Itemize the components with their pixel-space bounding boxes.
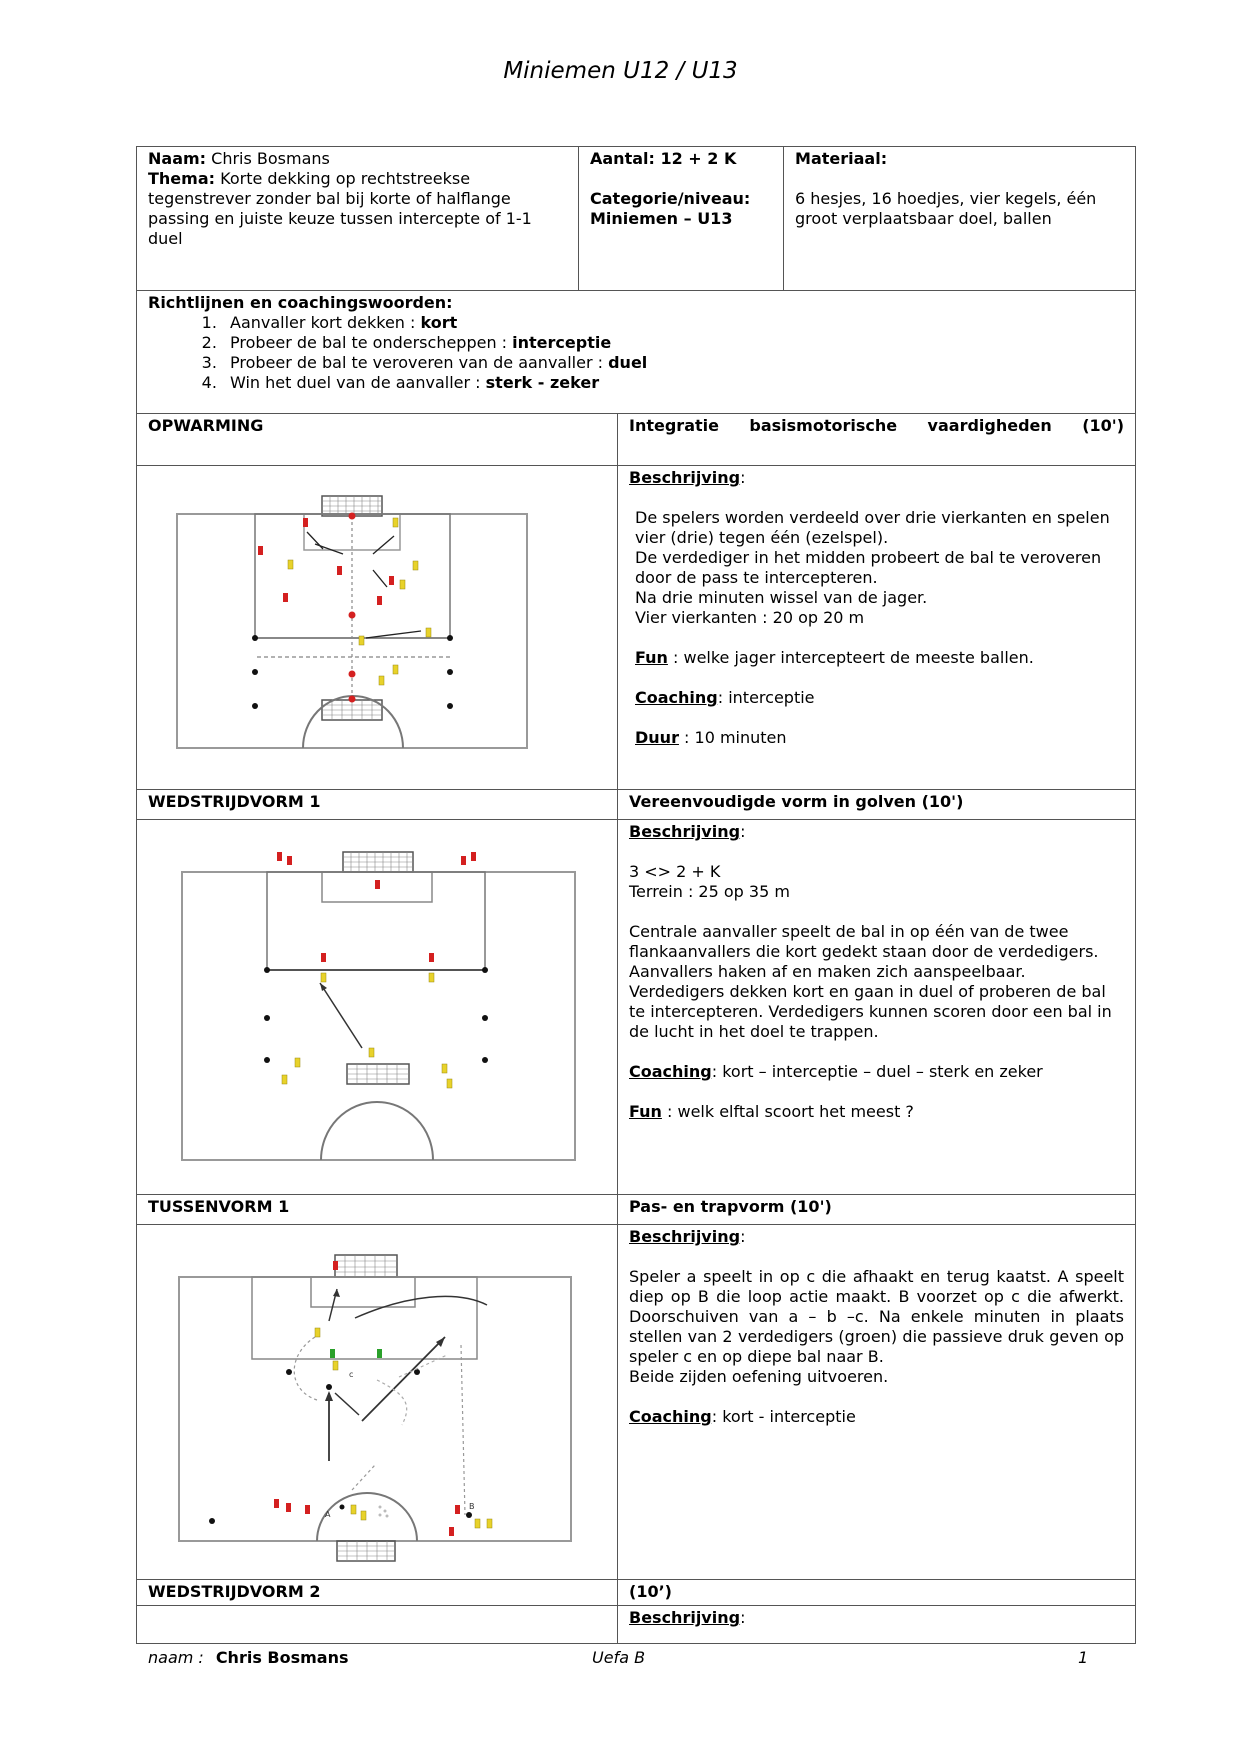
aantal-categorie-cell bbox=[579, 147, 784, 291]
aantal-text: Aantal: 12 + 2 K bbox=[590, 149, 737, 168]
tussenvorm1-description: Beschrijving: Speler a speelt in op c die afhaakt en terug kaatst. A speelt diep op B die loop actie maakt. B voorzet op c die afwerkt. Doorschuiven van a – b –c. Na enkele minuten in plaats stellen van 2 verdedigers (groen) die passieve druk geven op speler c en op diepe bal naar B. Beide zijden oefening uitvoeren. Coaching: kort - interceptie bbox=[618, 1225, 1136, 1580]
tussenvorm1-subheading: Pas- en trapvorm (10') bbox=[618, 1195, 1136, 1225]
format-line: 3 <> 2 + K bbox=[629, 862, 721, 881]
page-number: 1 bbox=[1078, 1648, 1089, 1667]
guideline-item: 2. Probeer de bal te onderscheppen : interceptie bbox=[222, 333, 1124, 353]
coaching-line: Coaching: kort - interceptie bbox=[629, 1407, 856, 1426]
materiaal-value: 6 hesjes, 16 hoedjes, vier kegels, één groot verplaatsbaar doel, ballen bbox=[795, 189, 1097, 228]
wedstrijdvorm2-diagram-cell bbox=[137, 1606, 618, 1644]
naam-value: Chris Bosmans bbox=[211, 149, 330, 168]
wedstrijdvorm2-heading: WEDSTRIJDVORM 2 bbox=[137, 1580, 618, 1606]
categorie-value: Miniemen – U13 bbox=[590, 209, 733, 228]
wedstrijdvorm2-subheading: (10’) bbox=[618, 1580, 1136, 1606]
thema-label: Thema: bbox=[148, 169, 216, 188]
wedstrijdvorm1-heading: WEDSTRIJDVORM 1 bbox=[137, 790, 618, 820]
terrein-line: Terrein : 25 op 35 m bbox=[629, 882, 790, 901]
opwarming-description: Beschrijving : De spelers worden verdeeld over drie vierkanten en spelen vier (drie) tegen één (ezelspel). De verdediger in het midden probeert de bal te veroveren door de pass te intercepteren. Na drie minuten wissel van de jager. Vier vierkanten : 20 op 20 m Fun : welke jager intercepteert de meeste ballen. Coaching: interceptie Duur : 10 minuten bbox=[618, 466, 1136, 790]
opwarming-field-diagram bbox=[137, 466, 617, 788]
guideline-item: 4. Win het duel van de aanvaller : sterk - zeker bbox=[222, 373, 1124, 393]
fun-line: Fun : welk elftal scoort het meest ? bbox=[629, 1102, 914, 1121]
player-c-label: c bbox=[349, 1370, 354, 1379]
fun-line: Fun : welke jager intercepteert de meeste ballen. bbox=[635, 648, 1034, 667]
trainer-theme-cell bbox=[137, 147, 579, 291]
description-line: Beide zijden oefening uitvoeren. bbox=[629, 1367, 889, 1386]
guidelines-title: Richtlijnen en coachingswoorden: bbox=[148, 293, 453, 312]
tussenvorm1-diagram-cell bbox=[137, 1225, 618, 1580]
duur-line: Duur : 10 minuten bbox=[635, 728, 787, 747]
description-line: De spelers worden verdeeld over drie vierkanten en spelen vier (drie) tegen één (ezelspel). bbox=[635, 508, 1110, 547]
naam-label: Naam: bbox=[148, 149, 207, 168]
guidelines-cell bbox=[137, 291, 1136, 414]
training-sheet-table bbox=[136, 146, 1136, 1644]
description-line: Vier vierkanten : 20 op 20 m bbox=[635, 608, 865, 627]
wedstrijdvorm1-subheading: Vereenvoudigde vorm in golven (10') bbox=[618, 790, 1136, 820]
wedstrijdvorm2-description: Beschrijving: bbox=[618, 1606, 1136, 1644]
tussenvorm1-heading: TUSSENVORM 1 bbox=[137, 1195, 618, 1225]
description-paragraph: Centrale aanvaller speelt de bal in op één van de twee flankaanvallers die kort gedekt staan door de verdedigers. Aanvallers haken af en maken zich aanspeelbaar. Verdedigers dekken kort en gaan in duel of proberen de bal te intercepteren. Verdedigers kunnen scoren door een bal in de lucht in het doel te trappen. bbox=[629, 922, 1112, 1041]
guideline-item: 1. Aanvaller kort dekken : kort bbox=[222, 313, 1124, 333]
tussenvorm1-field-diagram bbox=[137, 1225, 617, 1578]
wedstrijdvorm1-diagram-cell bbox=[137, 820, 618, 1195]
beschrijving-label: Beschrijving bbox=[629, 822, 741, 841]
page-footer bbox=[136, 1648, 1135, 1672]
description-paragraph: Speler a speelt in op c die afhaakt en terug kaatst. A speelt diep op B die loop actie maakt. B voorzet op c die afwerkt. Doorschuiven van a – b –c. Na enkele minuten in plaats stellen van 2 verdedigers (groen) die passieve druk geven op speler c en op diepe bal naar B. bbox=[629, 1267, 1125, 1366]
opwarming-diagram-cell bbox=[137, 466, 618, 790]
materiaal-cell bbox=[784, 147, 1136, 291]
coaching-line: Coaching: interceptie bbox=[635, 688, 815, 707]
guidelines-list bbox=[148, 313, 1124, 393]
thema-value: Korte dekking op rechtstreekse tegenstrever zonder bal bij korte of halflange passing en juiste keuze tussen intercepte of 1-1 duel bbox=[148, 169, 532, 248]
footer-name: naam : Chris Bosmans bbox=[148, 1648, 349, 1667]
player-b-label: B bbox=[469, 1502, 475, 1511]
wedstrijdvorm1-description: Beschrijving: 3 <> 2 + K Terrein : 25 op 35 m Centrale aanvaller speelt de bal in op één van de twee flankaanvallers die kort gedekt staan door de verdedigers. Aanvallers haken af en maken zich aanspeelbaar. Verdedigers dekken kort en gaan in duel of proberen de bal te intercepteren. Verdedigers kunnen scoren door een bal in de lucht in het doel te trappen. Coaching: kort – interceptie – duel – sterk en zeker Fun : welk elftal scoort het meest ? bbox=[618, 820, 1136, 1195]
footer-course: Uefa B bbox=[592, 1648, 646, 1667]
beschrijving-label: Beschrijving bbox=[629, 1608, 741, 1627]
beschrijving-label: Beschrijving bbox=[629, 468, 741, 487]
wedstrijdvorm1-field-diagram bbox=[137, 820, 617, 1193]
categorie-label: Categorie/niveau: bbox=[590, 189, 751, 208]
description-line: De verdediger in het midden probeert de bal te veroveren door de pass te intercepteren. bbox=[635, 548, 1102, 587]
guideline-item: 3. Probeer de bal te veroveren van de aanvaller : duel bbox=[222, 353, 1124, 373]
opwarming-subheading: Integratie basismotorische vaardigheden (10') bbox=[618, 414, 1136, 466]
materiaal-label: Materiaal: bbox=[795, 149, 888, 168]
player-a-label: A bbox=[325, 1510, 331, 1519]
page-title: Miniemen U12 / U13 bbox=[503, 58, 738, 84]
opwarming-heading: OPWARMING bbox=[137, 414, 618, 466]
beschrijving-label: Beschrijving bbox=[629, 1227, 741, 1246]
description-line: Na drie minuten wissel van de jager. bbox=[635, 588, 928, 607]
coaching-line: Coaching: kort – interceptie – duel – sterk en zeker bbox=[629, 1062, 1043, 1081]
